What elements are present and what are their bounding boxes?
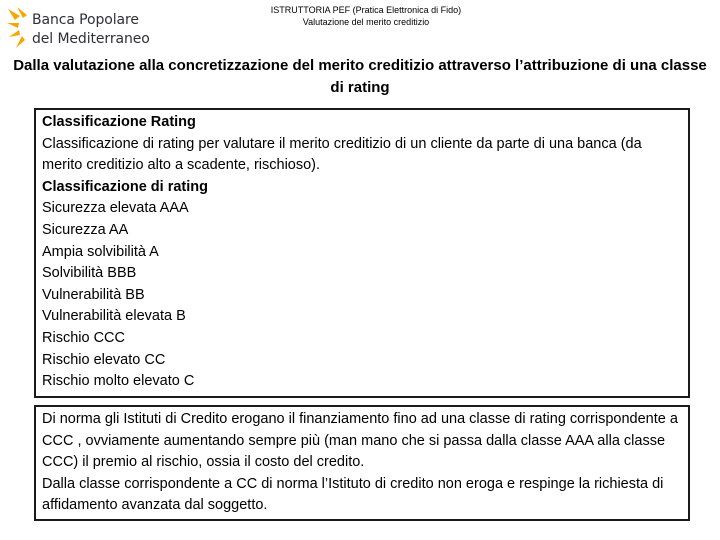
rating-classes-list — [42, 198, 682, 392]
slide-title: Dalla valutazione alla concretizzazione del merito creditizio attraverso l’attribuzione di una classe di rating — [13, 57, 707, 96]
sun-rays-icon — [6, 6, 30, 54]
rating-classification-box — [34, 108, 690, 398]
rating-class-item: Rischio elevato CC — [42, 351, 166, 368]
credit-note-paragraph-1: Di norma gli Istituti di Credito erogano il finanziamento fino ad una classe di rating corrispondente a CCC , ovviamente aumentando sempre più (man mano che si passa dalla classe AAA alla classe CCC) il premio al rischio, ossia il costo del credito. — [42, 411, 678, 471]
rating-class-item: Ampia solvibilità A — [42, 243, 159, 260]
logo-name-line1: Banca Popolare — [32, 12, 139, 28]
rating-description: Classificazione di rating per valutare il merito creditizio di un cliente da parte di una banca (da merito creditizio alto a scadente, rischioso). — [42, 135, 642, 174]
rating-class-item: Rischio CCC — [42, 329, 125, 346]
document-header — [240, 4, 492, 28]
rating-class-item: Vulnerabilità BB — [42, 286, 145, 303]
header-line-2: Valutazione del merito creditizio — [302, 17, 430, 27]
rating-class-item: Sicurezza elevata AAA — [42, 200, 189, 217]
rating-class-item: Vulnerabilità elevata B — [42, 308, 186, 325]
rating-class-item: Sicurezza AA — [42, 221, 129, 238]
rating-heading: Classificazione Rating — [42, 114, 196, 130]
credit-note-box — [34, 405, 690, 521]
bank-logo — [6, 6, 156, 56]
rating-class-item: Solvibilità BBB — [42, 265, 137, 282]
header-line-1: ISTRUTTORIA PEF (Pratica Elettronica di Fido) — [270, 5, 462, 15]
rating-classes-heading: Classificazione di rating — [42, 178, 208, 195]
logo-name-line2: del Mediterraneo — [32, 31, 150, 47]
credit-note-paragraph-2: Dalla classe corrispondente a CC di norma l’Istituto di credito non eroga e respinge la richiesta di affidamento avanzata dal soggetto. — [42, 475, 664, 514]
rating-class-item: Rischio molto elevato C — [42, 373, 195, 390]
